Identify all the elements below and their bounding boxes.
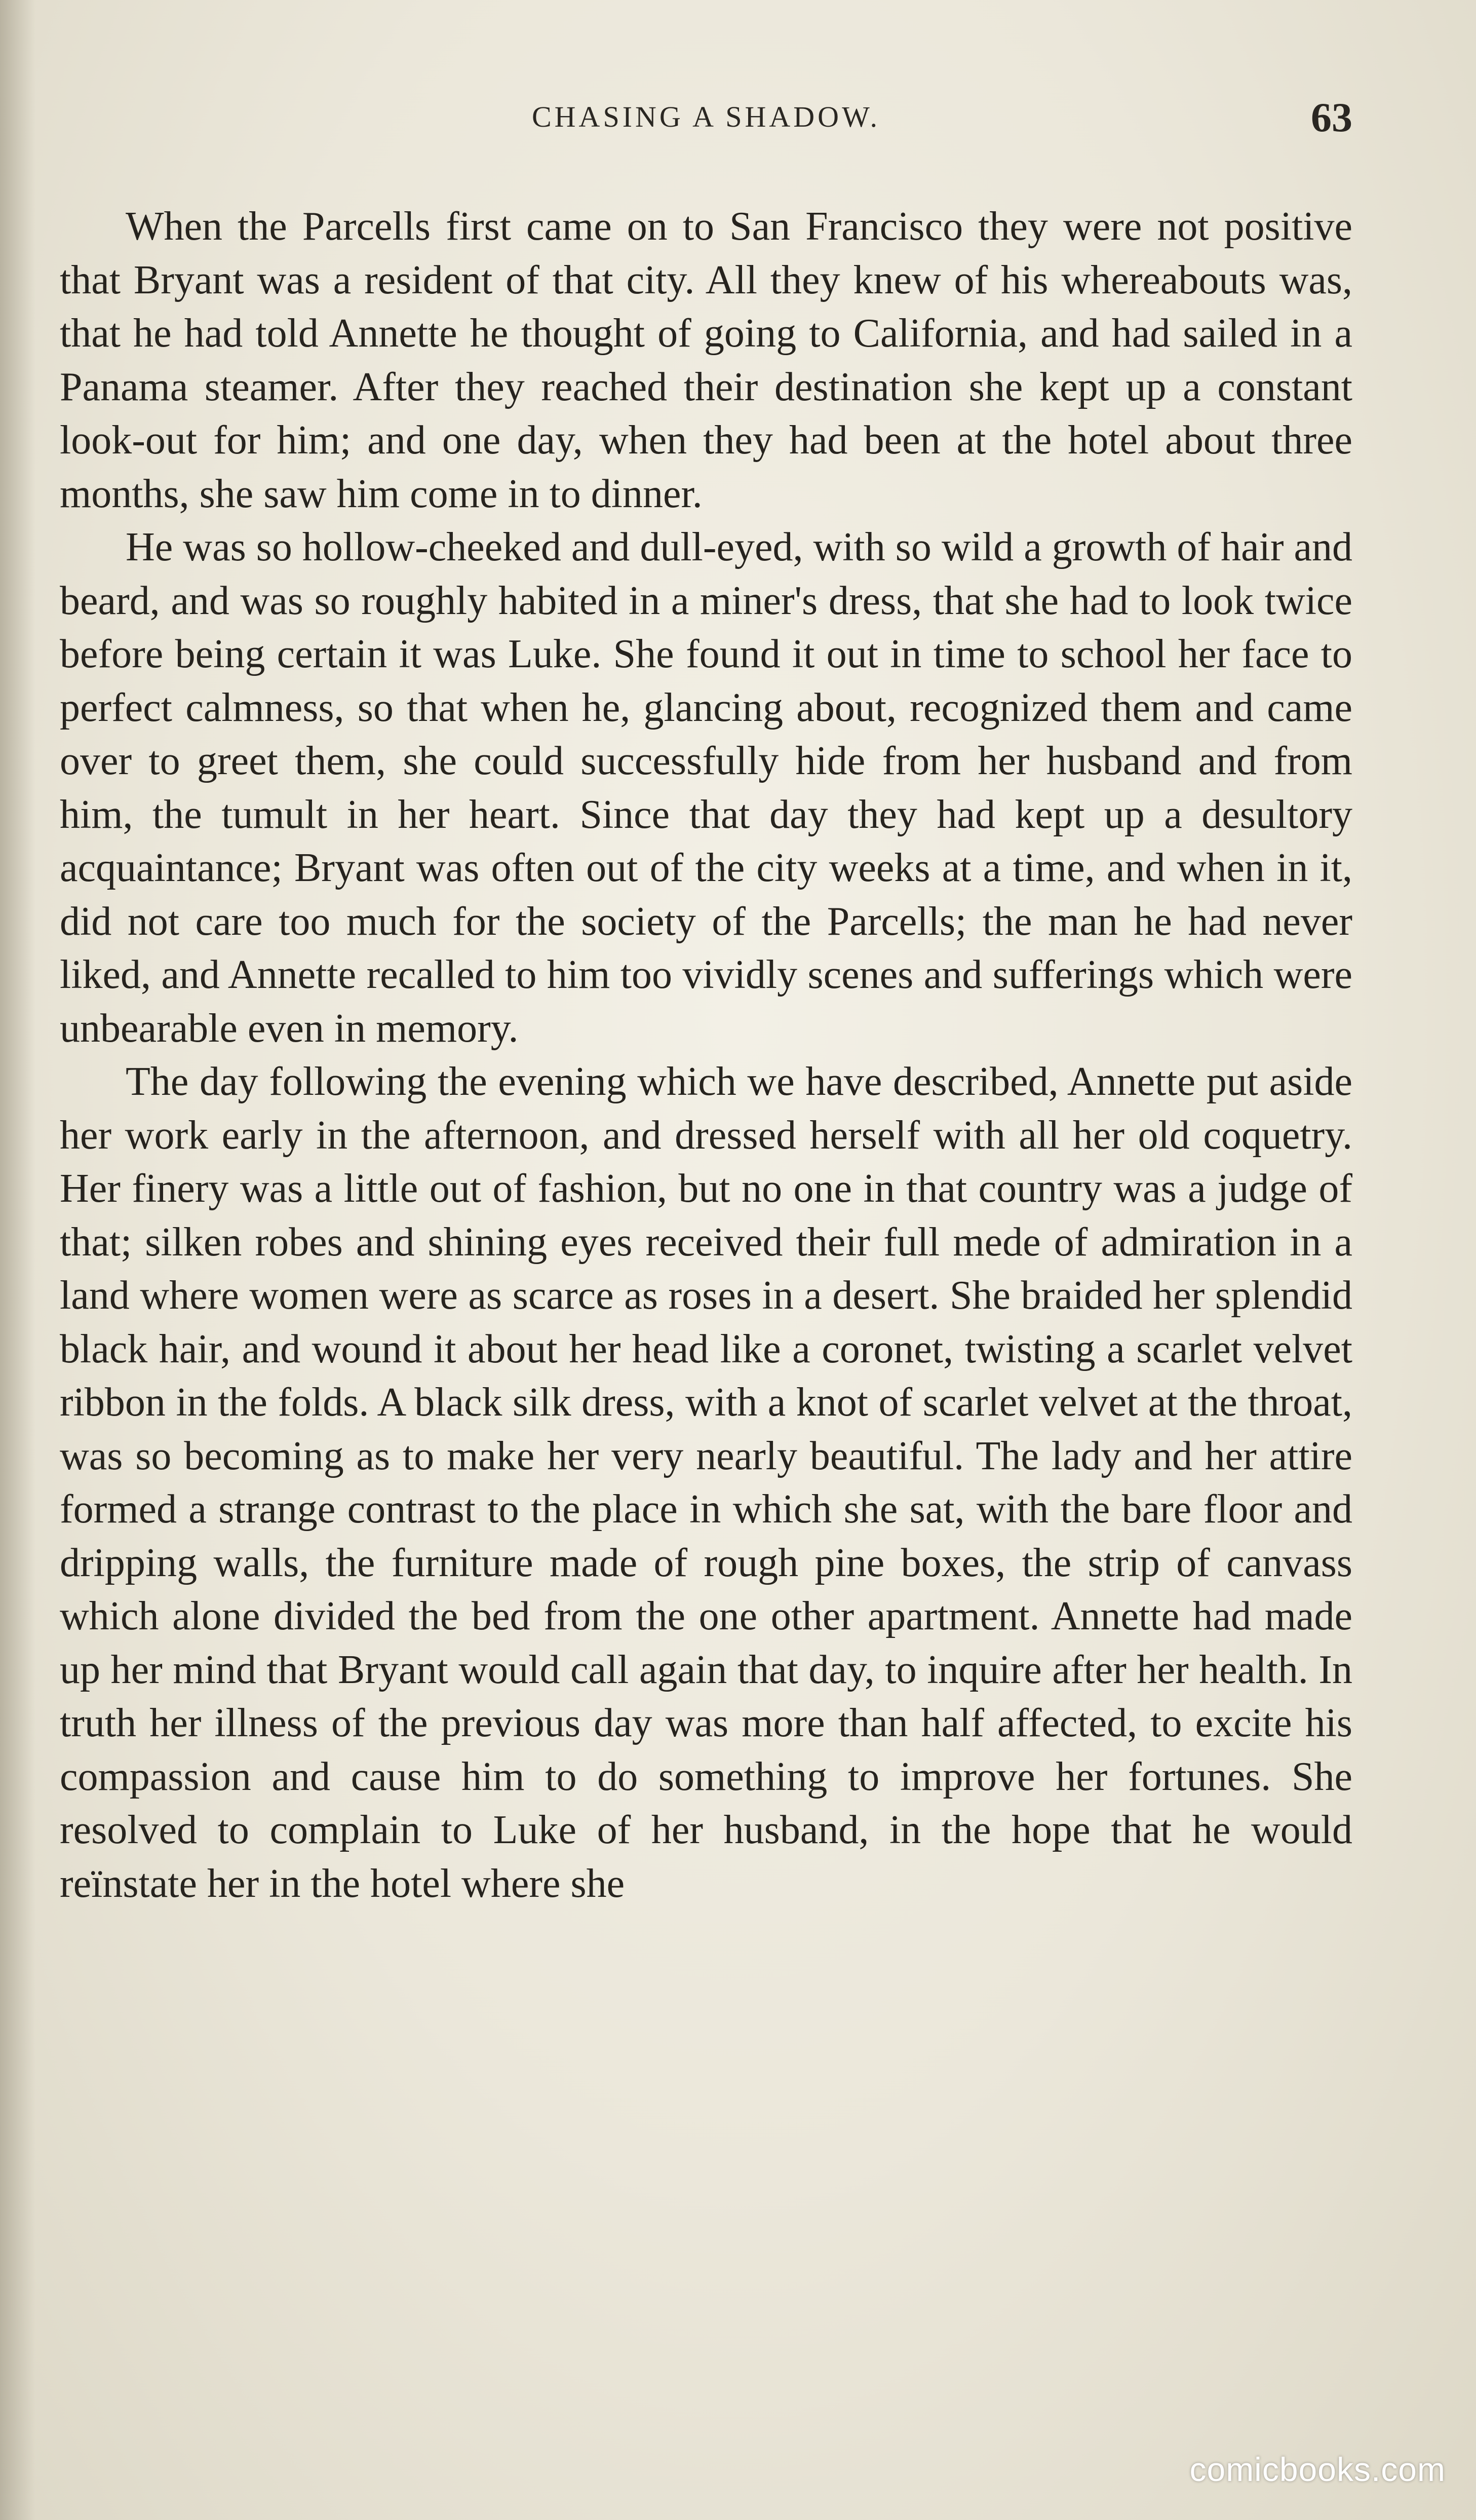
page-number: 63 [1311,94,1352,140]
running-head [60,94,1352,149]
body-text [60,200,1352,1911]
paragraph: He was so hollow-cheeked and dull-eyed, with so wild a growth of hair and beard, and was so roughly habited in a miner's dress, that she had to look twice before being certain it was Luke. She found it out in time to school her face to perfect calmness, so that when he, glancing about, recognized them and came over to greet them, she could successfully hide from her husband and from him, the tumult in her heart. Since that day they had kept up a desultory acquaintance; Bryant was often out of the city weeks at a time, and when in it, did not care too much for the society of the Parcells; the man he had never liked, and Annette recalled to him too vividly scenes and sufferings which were unbearable even in memory. [60,525,1352,1051]
page-gutter-shadow [0,0,35,2520]
paragraph: The day following the evening which we have described, Annette put aside her work early in the afternoon, and dressed herself with all her old coquetry. Her finery was a little out of fashion, but no one in that country was a judge of that; silken robes and shining eyes received their full mede of admiration in a land where women were as scarce as roses in a desert. She braided her splendid black hair, and wound it about her head like a coronet, twisting a scarlet velvet ribbon in the folds. A black silk dress, with a knot of scarlet velvet at the throat, was so becoming as to make her very nearly beautiful. The lady and her attire formed a strange contrast to the place in which she sat, with the bare floor and dripping walls, the furniture made of rough pine boxes, the strip of canvass which alone divided the bed from the one other apartment. Annette had made up her mind that Bryant would call again that day, to inquire after her health. In truth her illness of the previous day was more than half affected, to excite his compassion and cause him to do something to improve her fortunes. She resolved to complain to Luke of her husband, in the hope that he would reïnstate her in the hotel where she [60,1059,1352,1906]
paragraph: When the Parcells first came on to San Francisco they were not positive that Bryant was a resident of that city. All they knew of his whereabouts was, that he had told Annette he thought of going to California, and had sailed in a Panama steamer. After they reached their destination she kept up a constant look-out for him; and one day, when they had been at the hotel about three months, she saw him come in to dinner. [60,204,1352,516]
running-title: CHASING A SHADOW. [531,100,880,133]
watermark: comicbooks.com [1189,2451,1446,2488]
